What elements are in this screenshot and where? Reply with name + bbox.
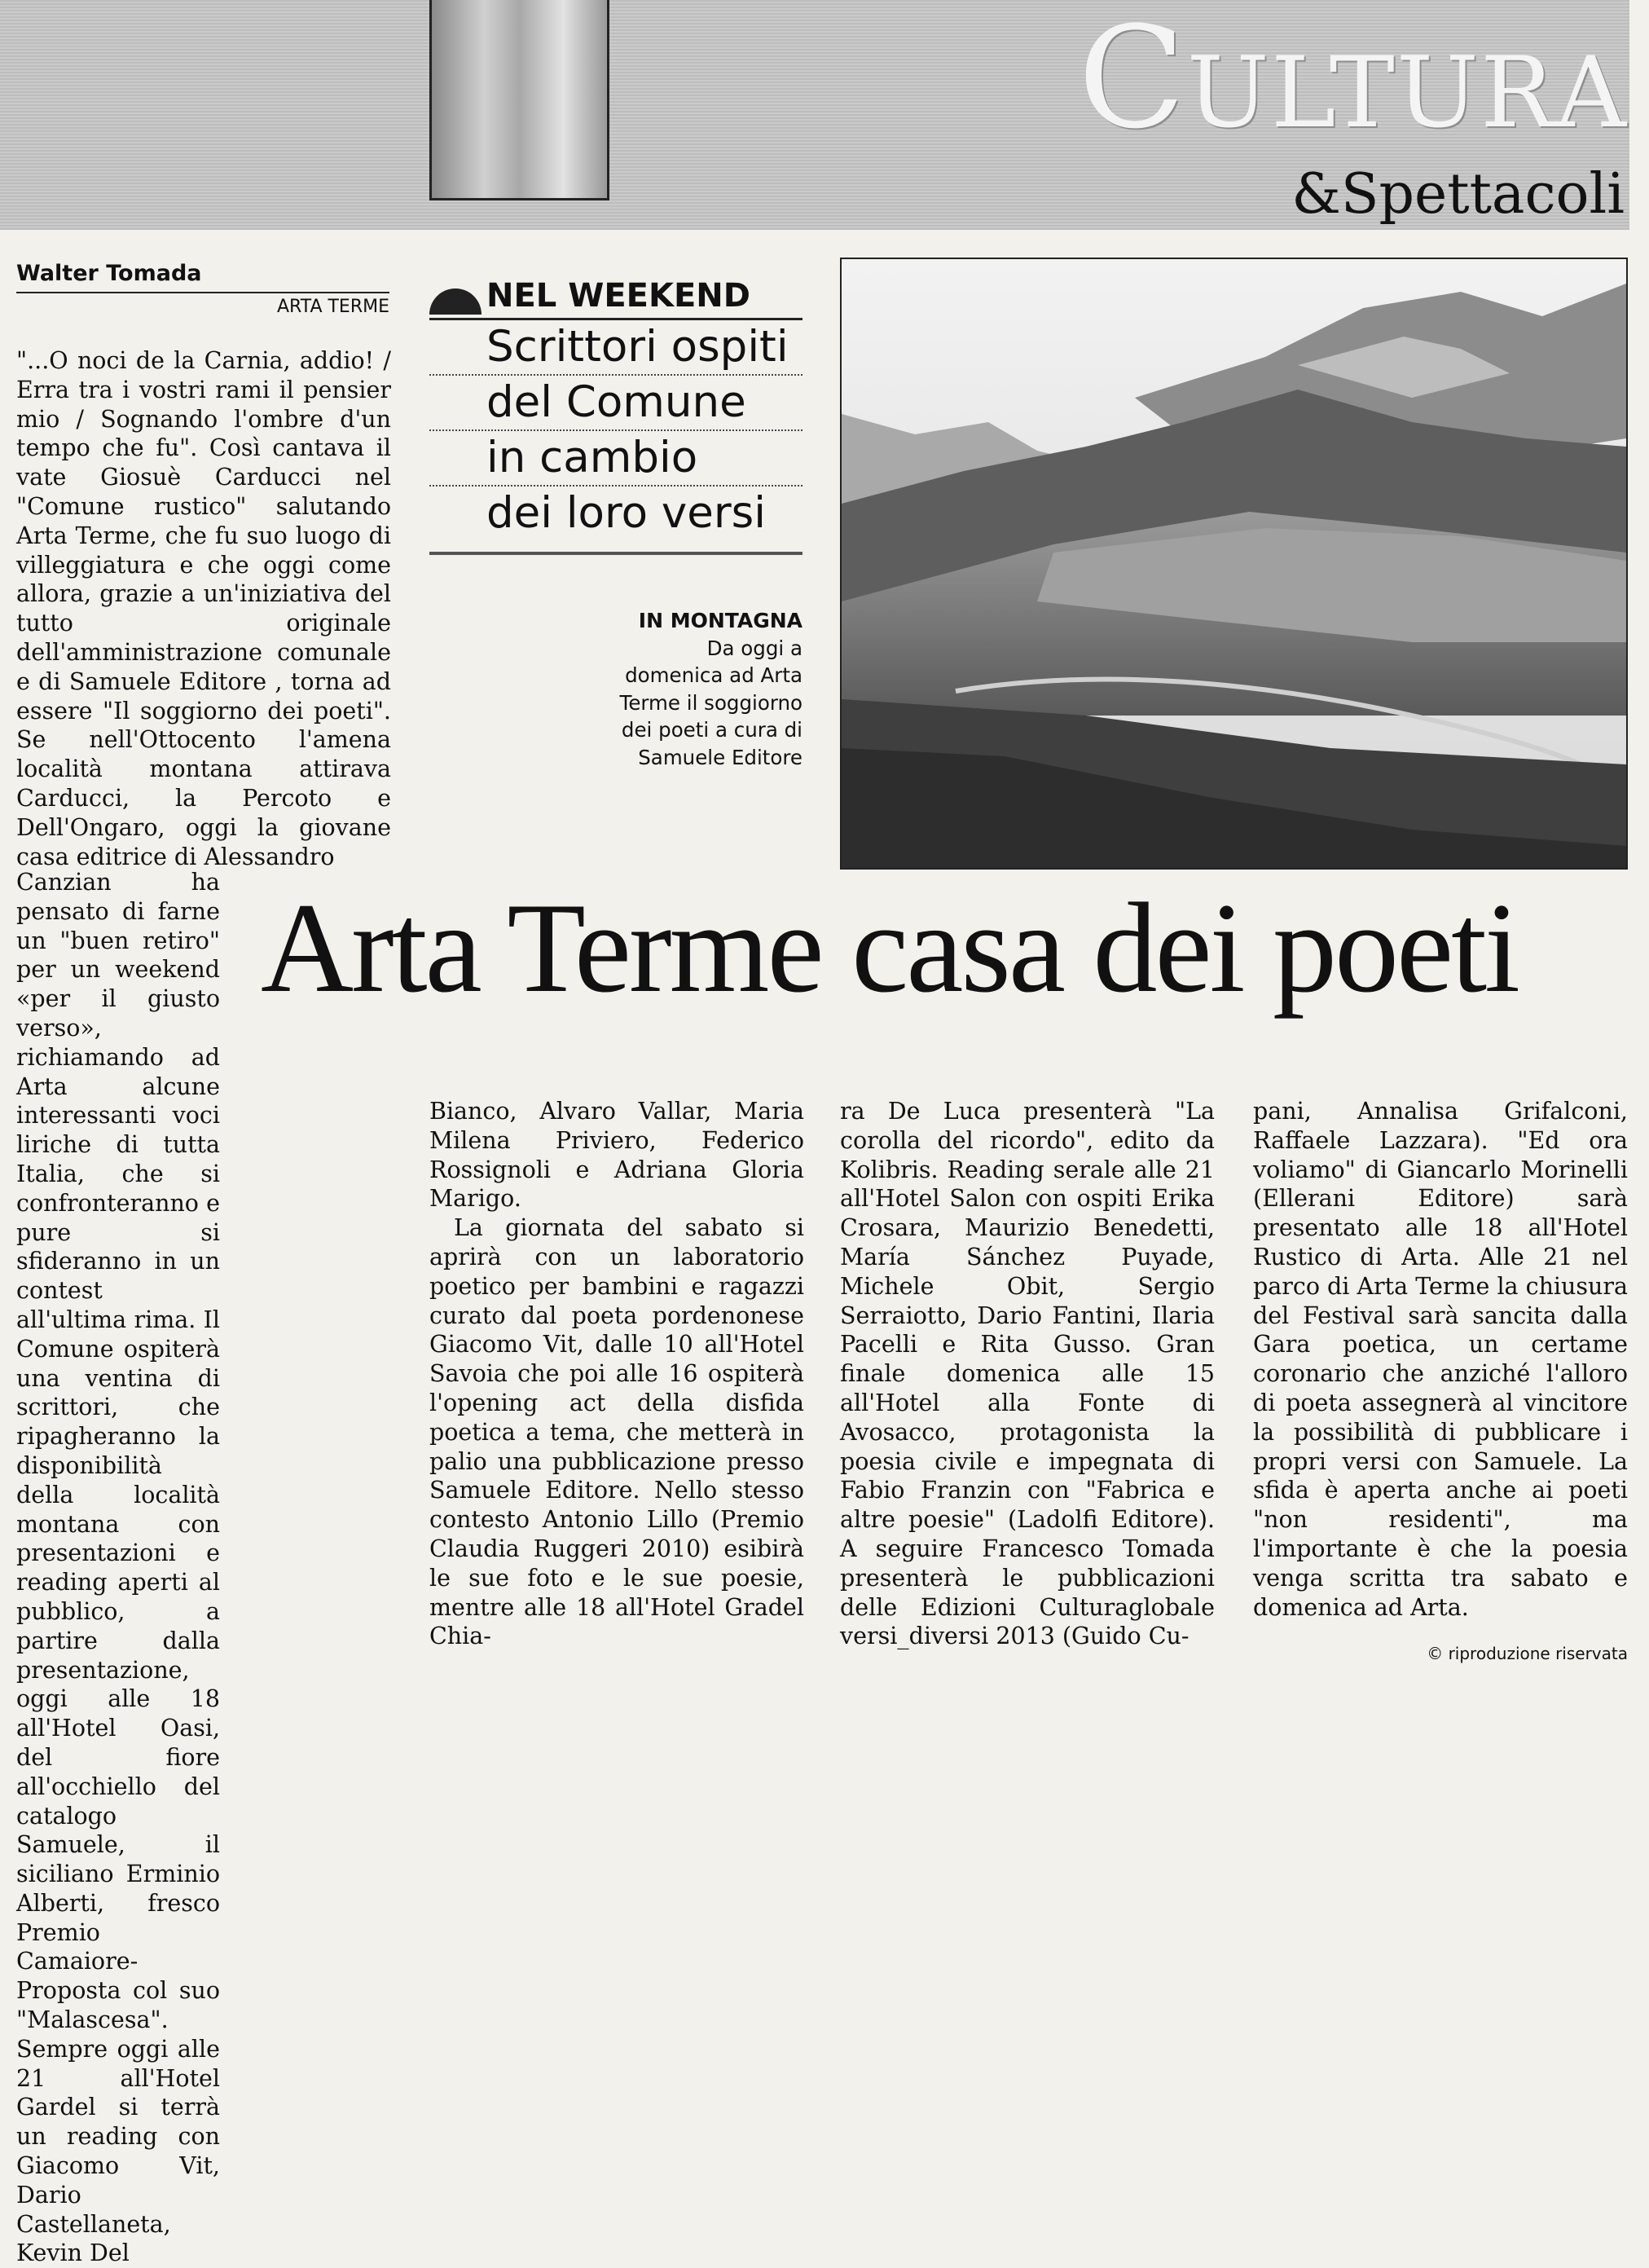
sidebar-title-line: del Comune <box>429 376 803 431</box>
section-title: Cultura <box>1078 0 1628 160</box>
article-column-1-narrow: Canzian ha pensato di farne un "buen retiro" per un weekend «per il giusto verso», richiamando ad Arta alcune interessanti voci liriche di tutta Italia, che si confronteranno e pure si sfideranno in un contest all'ultima rima. Il Comune ospiterà una ventina di scrittori, che ripagheranno la disponibilità della località montana con presentazioni e reading aperti al pubblico, a partire dalla presentazione, oggi alle 18 all'Hotel Oasi, del fiore all'occhiello del catalogo Samuele, il siciliano Erminio Alberti, fresco Premio Camaiore-Proposta col suo "Malascesa". Sempre oggi alle 21 all'Hotel Gardel si terrà un reading con Giacomo Vit, Dario Castellaneta, Kevin Del <box>16 869 220 2267</box>
header-photo <box>429 0 609 200</box>
sidebar-kicker-text: NEL WEEKEND <box>486 277 750 315</box>
sidebar-title-line: Scrittori ospiti <box>429 320 803 376</box>
caption-text: Da oggi a domenica ad Arta Terme il soggiorno dei poeti a cura di Samuele Editore <box>619 636 803 769</box>
mountain-landscape-photo <box>840 258 1628 870</box>
author-byline: Walter Tomada <box>16 261 202 286</box>
sun-icon <box>429 288 482 315</box>
article-column-4: pani, Annalisa Grifalconi, Raffaele Lazzara). "Ed ora voliamo" di Giancarlo Morinelli (Ellerani Editore) sarà presentato alle 18 all'Hotel Rustico di Arta. Alle 21 nel parco di Arta Terme la chiusura del Festival sarà sancita dalla Gara poetica, un certame coronario che anziché l'alloro di poeta assegnerà al vincitore la possibilità di pubblicare i propri versi con Samuele. La sfida è aperta anche ai poeti "non residenti", ma l'importante è che la poesia venga scritta tra sabato e domenica ad Arta. <box>1253 1098 1628 1621</box>
sidebar-title-line: in cambio <box>429 431 803 487</box>
article-column-2 <box>429 1097 804 1651</box>
photo-caption <box>619 607 803 771</box>
sidebar-kicker <box>429 277 803 320</box>
dateline-place: ARTA TERME <box>16 292 389 317</box>
section-subtitle: &Spettacoli <box>1291 162 1625 227</box>
copyright-notice: © riproduzione riservata <box>1427 1644 1628 1663</box>
sidebar-box <box>429 277 803 555</box>
sidebar-title-line: dei loro versi <box>486 488 766 538</box>
sidebar-divider <box>429 552 803 555</box>
landscape-illustration <box>842 259 1626 868</box>
headline: Arta Terme casa dei poeti <box>261 877 1518 1019</box>
article-column-1: "...O noci de la Carnia, addio! / Erra tra i vostri rami il pensier mio / Sognando l'ombre d'un tempo che fu". Così cantava il vate Giosuè Carducci nel "Comune rustico" salutando Arta Terme, che fu suo luogo di villeggiatura e che oggi come allora, grazie a un'iniziativa del tutto originale dell'amministrazione comunale e di Samuele Editore , torna ad essere "Il soggiorno dei poeti". Se nell'Ottocento l'amena località montana attirava Carducci, la Percoto e Dell'Ongaro, oggi la giovane casa editrice di Alessandro <box>16 347 391 870</box>
paragraph: La giornata del sabato si aprirà con un laboratorio poetico per bambini e ragazzi curato dal poeta pordenonese Giacomo Vit, dalle 10 all'Hotel Savoia che poi alle 16 ospiterà l'opening act della disfida poetica a tema, che metterà in palio una pubblicazione presso Samuele Editore. Nello stesso contesto Antonio Lillo (Premio Claudia Ruggeri 2010) esibirà le sue foto e le sue poesie, mentre alle 18 all'Hotel Gradel Chia- <box>429 1214 804 1650</box>
article-column-3: ra De Luca presenterà "La corolla del ricordo", edito da Kolibris. Reading serale alle 21 all'Hotel Salon con ospiti Erika Crosara, Maurizio Benedetti, María Sánchez Puyade, Michele Obit, Sergio Serraiotto, Dario Fantini, Ilaria Pacelli e Rita Gusso. Gran finale domenica alle 15 all'Hotel alla Fonte di Avosacco, protagonista la poesia civile e impegnata di Fabio Franzin con "Fabrica e altre poesie" (Ladolfi Editore). A seguire Francesco Tomada presenterà le pubblicazioni delle Edizioni Culturaglobale versi_diversi 2013 (Guido Cu- <box>840 1098 1215 1650</box>
caption-kicker: IN MONTAGNA <box>638 609 803 632</box>
paragraph: Bianco, Alvaro Vallar, Maria Milena Priviero, Federico Rossignoli e Adriana Gloria Marigo. <box>429 1098 804 1213</box>
